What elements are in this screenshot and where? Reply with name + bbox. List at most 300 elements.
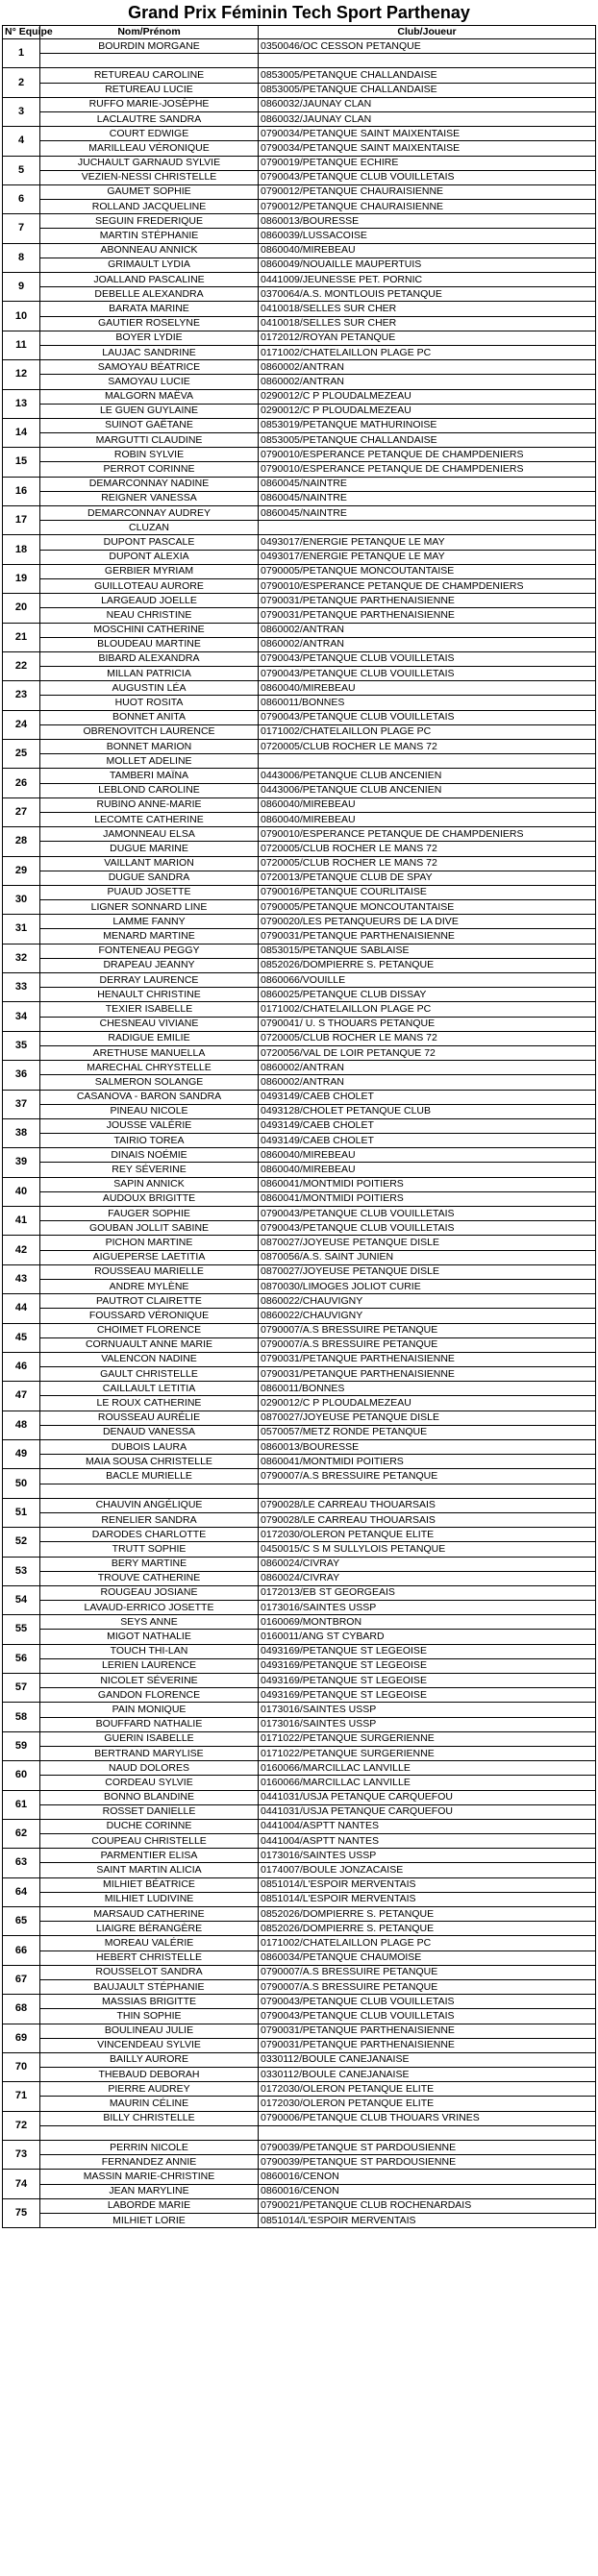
player-name: MILHIET LUDIVINE bbox=[40, 1892, 259, 1906]
player-club: 0870056/A.S. SAINT JUNIEN bbox=[259, 1250, 596, 1264]
team-number: 8 bbox=[3, 243, 40, 272]
player-club bbox=[259, 54, 596, 68]
table-row bbox=[3, 1484, 596, 1498]
player-club: 0493149/CAEB CHOLET bbox=[259, 1118, 596, 1133]
table-row bbox=[3, 375, 596, 389]
team-number: 43 bbox=[3, 1264, 40, 1293]
table-row bbox=[3, 243, 596, 258]
team-number: 4 bbox=[3, 127, 40, 156]
player-name: DEBELLE ALEXANDRA bbox=[40, 287, 259, 302]
player-club: 0172030/OLERON PETANQUE ELITE bbox=[259, 2082, 596, 2097]
player-club: 0790010/ESPERANCE PETANQUE DE CHAMPDENIERS bbox=[259, 827, 596, 842]
team-number: 33 bbox=[3, 973, 40, 1002]
player-name: LAUJAC SANDRINE bbox=[40, 345, 259, 359]
team-number: 49 bbox=[3, 1440, 40, 1469]
table-row bbox=[3, 827, 596, 842]
player-name: RUFFO MARIE-JOSÈPHE bbox=[40, 97, 259, 111]
table-row bbox=[3, 1804, 596, 1819]
player-name: ANDRE MYLÈNE bbox=[40, 1279, 259, 1293]
player-club: 0171002/CHATELAILLON PLAGE PC bbox=[259, 724, 596, 739]
player-club: 0443006/PETANQUE CLUB ANCENIEN bbox=[259, 769, 596, 783]
table-row bbox=[3, 667, 596, 681]
player-club: 0790007/A.S BRESSUIRE PETANQUE bbox=[259, 1979, 596, 1994]
table-row bbox=[3, 2198, 596, 2213]
player-name: JAMONNEAU ELSA bbox=[40, 827, 259, 842]
team-number: 25 bbox=[3, 740, 40, 769]
team-number: 61 bbox=[3, 1790, 40, 1819]
player-name: DARODES CHARLOTTE bbox=[40, 1528, 259, 1542]
player-club: 0790010/ESPERANCE PETANQUE DE CHAMPDENIERS bbox=[259, 578, 596, 593]
table-row bbox=[3, 1907, 596, 1922]
player-name: MOREAU VALÉRIE bbox=[40, 1936, 259, 1950]
player-name: GUILLOTEAU AURORE bbox=[40, 578, 259, 593]
player-club: 0172030/OLERON PETANQUE ELITE bbox=[259, 1528, 596, 1542]
table-row bbox=[3, 1396, 596, 1411]
player-club: 0790010/ESPERANCE PETANQUE DE CHAMPDENIERS bbox=[259, 448, 596, 462]
player-club: 0160066/MARCILLAC LANVILLE bbox=[259, 1761, 596, 1776]
player-club: 0790028/LE CARREAU THOUARSAIS bbox=[259, 1512, 596, 1527]
player-club: 0860032/JAUNAY CLAN bbox=[259, 97, 596, 111]
table-row bbox=[3, 1352, 596, 1366]
player-club: 0853015/PETANQUE SABLAISE bbox=[259, 944, 596, 958]
player-club: 0173016/SAINTES USSP bbox=[259, 1849, 596, 1863]
table-row bbox=[3, 1236, 596, 1250]
player-name: CAILLAULT LETITIA bbox=[40, 1382, 259, 1396]
table-row bbox=[3, 1717, 596, 1731]
player-name: ROUSSEAU AURÉLIE bbox=[40, 1411, 259, 1425]
table-row bbox=[3, 988, 596, 1002]
player-club: 0853005/PETANQUE CHALLANDAISE bbox=[259, 83, 596, 97]
table-row bbox=[3, 1557, 596, 1571]
table-row bbox=[3, 1455, 596, 1469]
player-name: LE GUEN GUYLAINE bbox=[40, 404, 259, 418]
table-row bbox=[3, 1819, 596, 1833]
player-club: 0493128/CHOLET PETANQUE CLUB bbox=[259, 1104, 596, 1118]
table-row bbox=[3, 1163, 596, 1177]
team-number: 14 bbox=[3, 418, 40, 447]
player-club: 0790016/PETANQUE COURLITAISE bbox=[259, 885, 596, 899]
player-club: 0790031/PETANQUE PARTHENAISIENNE bbox=[259, 608, 596, 623]
player-club: 0493149/CAEB CHOLET bbox=[259, 1134, 596, 1148]
player-name: MARECHAL CHRYSTELLE bbox=[40, 1061, 259, 1075]
player-club: 0860032/JAUNAY CLAN bbox=[259, 111, 596, 126]
player-name: PERRIN NICOLE bbox=[40, 2141, 259, 2155]
player-name: HUOT ROSITA bbox=[40, 696, 259, 710]
table-row bbox=[3, 1075, 596, 1090]
player-club: 0450015/C S M SULLYLOIS PETANQUE bbox=[259, 1542, 596, 1557]
team-number: 27 bbox=[3, 797, 40, 826]
player-club: 0853019/PETANQUE MATHURINOISE bbox=[259, 418, 596, 432]
team-number: 58 bbox=[3, 1703, 40, 1731]
table-row bbox=[3, 2155, 596, 2170]
player-club: 0171002/CHATELAILLON PLAGE PC bbox=[259, 1002, 596, 1017]
team-number: 56 bbox=[3, 1644, 40, 1673]
player-name: BLOUDEAU MARTINE bbox=[40, 637, 259, 651]
player-name: MILHIET BÉATRICE bbox=[40, 1877, 259, 1892]
player-club: 0790043/PETANQUE CLUB VOUILLETAIS bbox=[259, 1221, 596, 1236]
table-row bbox=[3, 170, 596, 184]
team-number: 7 bbox=[3, 214, 40, 243]
table-row bbox=[3, 68, 596, 83]
team-number: 23 bbox=[3, 681, 40, 710]
team-number: 71 bbox=[3, 2082, 40, 2111]
team-number: 15 bbox=[3, 448, 40, 477]
table-row bbox=[3, 83, 596, 97]
table-row bbox=[3, 2213, 596, 2227]
table-row bbox=[3, 783, 596, 797]
player-name: ARETHUSE MANUELLA bbox=[40, 1045, 259, 1060]
team-number: 18 bbox=[3, 535, 40, 564]
table-row bbox=[3, 345, 596, 359]
table-row bbox=[3, 521, 596, 535]
player-name: GAULT CHRISTELLE bbox=[40, 1367, 259, 1382]
player-club: 0290012/C P PLOUDALMEZEAU bbox=[259, 404, 596, 418]
header-team-number: N° Equipe bbox=[3, 26, 40, 39]
player-name: DUGUE MARINE bbox=[40, 842, 259, 856]
player-club: 0173016/SAINTES USSP bbox=[259, 1601, 596, 1615]
table-row bbox=[3, 1630, 596, 1644]
player-club: 0370064/A.S. MONTLOUIS PETANQUE bbox=[259, 287, 596, 302]
table-row bbox=[3, 812, 596, 826]
player-club: 0790034/PETANQUE SAINT MAIXENTAISE bbox=[259, 127, 596, 141]
table-row bbox=[3, 433, 596, 448]
player-club: 0790043/PETANQUE CLUB VOUILLETAIS bbox=[259, 651, 596, 666]
table-row bbox=[3, 1104, 596, 1118]
player-club: 0870027/JOYEUSE PETANQUE DISLE bbox=[259, 1236, 596, 1250]
table-row bbox=[3, 1061, 596, 1075]
player-name: DUGUE SANDRA bbox=[40, 871, 259, 885]
player-club: 0720056/VAL DE LOIR PETANQUE 72 bbox=[259, 1045, 596, 1060]
player-name: RUBINO ANNE-MARIE bbox=[40, 797, 259, 812]
player-name: RENELIER SANDRA bbox=[40, 1512, 259, 1527]
player-name: LABORDE MARIE bbox=[40, 2198, 259, 2213]
player-name: MIGOT NATHALIE bbox=[40, 1630, 259, 1644]
table-row bbox=[3, 871, 596, 885]
team-number: 65 bbox=[3, 1907, 40, 1936]
player-club: 0860002/ANTRAN bbox=[259, 360, 596, 375]
player-club: 0160011/ANG ST CYBARD bbox=[259, 1630, 596, 1644]
player-club: 0171002/CHATELAILLON PLAGE PC bbox=[259, 345, 596, 359]
table-row bbox=[3, 1703, 596, 1717]
player-club: 0790005/PETANQUE MONCOUTANTAISE bbox=[259, 900, 596, 915]
player-club: 0851014/L'ESPOIR MERVENTAIS bbox=[259, 1892, 596, 1906]
table-row bbox=[3, 1382, 596, 1396]
player-club: 0860002/ANTRAN bbox=[259, 375, 596, 389]
player-club bbox=[259, 754, 596, 769]
table-row bbox=[3, 929, 596, 944]
table-row bbox=[3, 1528, 596, 1542]
table-row bbox=[3, 1644, 596, 1658]
player-name: LE ROUX CATHERINE bbox=[40, 1396, 259, 1411]
table-row bbox=[3, 39, 596, 54]
player-club: 0860022/CHAUVIGNY bbox=[259, 1309, 596, 1323]
player-name: NICOLET SÉVERINE bbox=[40, 1674, 259, 1688]
player-club: 0790007/A.S BRESSUIRE PETANQUE bbox=[259, 1337, 596, 1352]
player-club: 0720005/CLUB ROCHER LE MANS 72 bbox=[259, 740, 596, 754]
table-row bbox=[3, 1615, 596, 1630]
table-row bbox=[3, 462, 596, 477]
player-club bbox=[259, 2125, 596, 2140]
player-name: TEXIER ISABELLE bbox=[40, 1002, 259, 1017]
team-number: 36 bbox=[3, 1061, 40, 1090]
player-name: REY SÉVERINE bbox=[40, 1163, 259, 1177]
player-name: THIN SOPHIE bbox=[40, 2009, 259, 2024]
player-name: MILHIET LORIE bbox=[40, 2213, 259, 2227]
team-number: 64 bbox=[3, 1877, 40, 1906]
player-club: 0860016/CENON bbox=[259, 2170, 596, 2184]
table-row bbox=[3, 1688, 596, 1703]
player-name: DUPONT PASCALE bbox=[40, 535, 259, 550]
player-name: GUERIN ISABELLE bbox=[40, 1731, 259, 1746]
player-name: BAUJAULT STÉPHANIE bbox=[40, 1979, 259, 1994]
player-name: SEYS ANNE bbox=[40, 1615, 259, 1630]
player-name: SAPIN ANNICK bbox=[40, 1177, 259, 1191]
player-name: LAMME FANNY bbox=[40, 915, 259, 929]
player-name bbox=[40, 54, 259, 68]
player-club: 0171022/PETANQUE SURGERIENNE bbox=[259, 1746, 596, 1760]
player-club: 0790043/PETANQUE CLUB VOUILLETAIS bbox=[259, 710, 596, 724]
player-club: 0441009/JEUNESSE PET. PORNIC bbox=[259, 273, 596, 287]
table-row bbox=[3, 2184, 596, 2198]
team-number: 13 bbox=[3, 389, 40, 418]
header-row bbox=[3, 26, 596, 39]
player-name: BARATA MARINE bbox=[40, 302, 259, 316]
player-club: 0790020/LES PETANQUEURS DE LA DIVE bbox=[259, 915, 596, 929]
player-name: ABONNEAU ANNICK bbox=[40, 243, 259, 258]
table-row bbox=[3, 229, 596, 243]
team-number: 40 bbox=[3, 1177, 40, 1206]
team-number: 60 bbox=[3, 1761, 40, 1790]
table-row bbox=[3, 1221, 596, 1236]
table-row bbox=[3, 54, 596, 68]
player-name: FERNANDEZ ANNIE bbox=[40, 2155, 259, 2170]
table-row bbox=[3, 111, 596, 126]
player-name: CHAUVIN ANGÉLIQUE bbox=[40, 1498, 259, 1512]
player-club: 0790005/PETANQUE MONCOUTANTAISE bbox=[259, 564, 596, 578]
table-row bbox=[3, 97, 596, 111]
table-row bbox=[3, 535, 596, 550]
player-name: AUGUSTIN LÉA bbox=[40, 681, 259, 696]
player-name: MARILLEAU VÉRONIQUE bbox=[40, 141, 259, 156]
player-club: 0173016/SAINTES USSP bbox=[259, 1703, 596, 1717]
player-club: 0790019/PETANQUE ECHIRE bbox=[259, 156, 596, 170]
player-name: LERIEN LAURENCE bbox=[40, 1658, 259, 1673]
player-name: BAILLY AURORE bbox=[40, 2052, 259, 2067]
table-row bbox=[3, 1571, 596, 1585]
team-number: 51 bbox=[3, 1498, 40, 1527]
player-club: 0860013/BOURESSE bbox=[259, 1440, 596, 1455]
player-club: 0860040/MIREBEAU bbox=[259, 681, 596, 696]
player-club: 0790039/PETANQUE ST PARDOUSIENNE bbox=[259, 2155, 596, 2170]
team-number: 9 bbox=[3, 273, 40, 302]
team-number: 21 bbox=[3, 623, 40, 651]
player-club: 0493169/PETANQUE ST LEGEOISE bbox=[259, 1688, 596, 1703]
table-row bbox=[3, 1250, 596, 1264]
player-club: 0443006/PETANQUE CLUB ANCENIEN bbox=[259, 783, 596, 797]
table-row bbox=[3, 1776, 596, 1790]
player-name: VINCENDEAU SYLVIE bbox=[40, 2038, 259, 2052]
table-row bbox=[3, 724, 596, 739]
player-club: 0790012/PETANQUE CHAURAISIENNE bbox=[259, 184, 596, 199]
team-number: 47 bbox=[3, 1382, 40, 1411]
header-name: Nom/Prénom bbox=[40, 26, 259, 39]
player-club: 0790043/PETANQUE CLUB VOUILLETAIS bbox=[259, 2009, 596, 2024]
table-row bbox=[3, 258, 596, 272]
table-row bbox=[3, 1367, 596, 1382]
player-name bbox=[40, 1484, 259, 1498]
player-name: MOLLET ADELINE bbox=[40, 754, 259, 769]
team-number: 42 bbox=[3, 1236, 40, 1264]
player-club: 0851014/L'ESPOIR MERVENTAIS bbox=[259, 1877, 596, 1892]
player-name: CORDEAU SYLVIE bbox=[40, 1776, 259, 1790]
team-number: 38 bbox=[3, 1118, 40, 1147]
table-row bbox=[3, 331, 596, 345]
table-row bbox=[3, 1761, 596, 1776]
team-number: 55 bbox=[3, 1615, 40, 1644]
player-name: MARTIN STÉPHANIE bbox=[40, 229, 259, 243]
table-row bbox=[3, 2082, 596, 2097]
table-row bbox=[3, 973, 596, 988]
player-club: 0860013/BOURESSE bbox=[259, 214, 596, 229]
player-club: 0720013/PETANQUE CLUB DE SPAY bbox=[259, 871, 596, 885]
table-row bbox=[3, 287, 596, 302]
player-club: 0790010/ESPERANCE PETANQUE DE CHAMPDENIERS bbox=[259, 462, 596, 477]
player-name: BACLE MURIELLE bbox=[40, 1469, 259, 1484]
player-club: 0852026/DOMPIERRE S. PETANQUE bbox=[259, 1922, 596, 1936]
player-club: 0860045/NAINTRE bbox=[259, 491, 596, 505]
player-name: SALMERON SOLANGE bbox=[40, 1075, 259, 1090]
team-number: 70 bbox=[3, 2052, 40, 2081]
player-club: 0790007/A.S BRESSUIRE PETANQUE bbox=[259, 1965, 596, 1979]
player-name: MAURIN CÉLINE bbox=[40, 2097, 259, 2111]
player-name: LAVAUD-ERRICO JOSETTE bbox=[40, 1601, 259, 1615]
player-name: PAUTROT CLAIRETTE bbox=[40, 1294, 259, 1309]
player-club: 0790031/PETANQUE PARTHENAISIENNE bbox=[259, 929, 596, 944]
player-name: FAUGER SOPHIE bbox=[40, 1207, 259, 1221]
player-name: OBRENOVITCH LAURENCE bbox=[40, 724, 259, 739]
player-name: VEZIEN-NESSI CHRISTELLE bbox=[40, 170, 259, 184]
team-number: 26 bbox=[3, 769, 40, 797]
player-club: 0570057/METZ RONDE PETANQUE bbox=[259, 1425, 596, 1439]
player-name: TAIRIO TOREA bbox=[40, 1134, 259, 1148]
team-number: 73 bbox=[3, 2141, 40, 2170]
team-number: 1 bbox=[3, 39, 40, 68]
table-row bbox=[3, 1834, 596, 1849]
player-name: TRUTT SOPHIE bbox=[40, 1542, 259, 1557]
player-name: PERROT CORINNE bbox=[40, 462, 259, 477]
player-club: 0493169/PETANQUE ST LEGEOISE bbox=[259, 1674, 596, 1688]
player-name: BONNET ANITA bbox=[40, 710, 259, 724]
table-row bbox=[3, 900, 596, 915]
table-row bbox=[3, 651, 596, 666]
player-name: BONNO BLANDINE bbox=[40, 1790, 259, 1804]
team-number: 46 bbox=[3, 1352, 40, 1381]
player-club: 0172030/OLERON PETANQUE ELITE bbox=[259, 2097, 596, 2111]
player-club: 0860041/MONTMIDI POITIERS bbox=[259, 1177, 596, 1191]
player-club: 0720005/CLUB ROCHER LE MANS 72 bbox=[259, 842, 596, 856]
table-row bbox=[3, 710, 596, 724]
player-club: 0851014/L'ESPOIR MERVENTAIS bbox=[259, 2213, 596, 2227]
player-club: 0172012/ROYAN PETANQUE bbox=[259, 331, 596, 345]
team-number: 10 bbox=[3, 302, 40, 331]
player-name: COURT EDWIGE bbox=[40, 127, 259, 141]
player-name: DEMARCONNAY NADINE bbox=[40, 477, 259, 491]
player-club: 0160066/MARCILLAC LANVILLE bbox=[259, 1776, 596, 1790]
player-club: 0790028/LE CARREAU THOUARSAIS bbox=[259, 1498, 596, 1512]
player-name: ROUSSEAU MARIELLE bbox=[40, 1264, 259, 1279]
table-row bbox=[3, 1892, 596, 1906]
player-club: 0493169/PETANQUE ST LEGEOISE bbox=[259, 1644, 596, 1658]
player-club: 0870030/LIMOGES JOLIOT CURIE bbox=[259, 1279, 596, 1293]
player-name: THEBAUD DEBORAH bbox=[40, 2068, 259, 2082]
player-name: BONNET MARION bbox=[40, 740, 259, 754]
player-name: CHOIMET FLORENCE bbox=[40, 1323, 259, 1337]
player-name: TOUCH THI-LAN bbox=[40, 1644, 259, 1658]
player-club: 0860016/CENON bbox=[259, 2184, 596, 2198]
team-number: 30 bbox=[3, 885, 40, 914]
player-club: 0860066/VOUILLE bbox=[259, 973, 596, 988]
table-row bbox=[3, 1922, 596, 1936]
table-row bbox=[3, 2170, 596, 2184]
player-name: MALGORN MAËVA bbox=[40, 389, 259, 404]
player-club: 0330112/BOULE CANEJANAISE bbox=[259, 2052, 596, 2067]
player-name: LECOMTE CATHERINE bbox=[40, 812, 259, 826]
player-club: 0860041/MONTMIDI POITIERS bbox=[259, 1455, 596, 1469]
player-name: LACLAUTRE SANDRA bbox=[40, 111, 259, 126]
player-club: 0860045/NAINTRE bbox=[259, 506, 596, 521]
team-number: 57 bbox=[3, 1674, 40, 1703]
team-number: 54 bbox=[3, 1585, 40, 1614]
player-club: 0493017/ENERGIE PETANQUE LE MAY bbox=[259, 535, 596, 550]
table-row bbox=[3, 550, 596, 564]
player-club: 0790034/PETANQUE SAINT MAIXENTAISE bbox=[259, 141, 596, 156]
table-row bbox=[3, 141, 596, 156]
table-row bbox=[3, 1309, 596, 1323]
table-row bbox=[3, 2052, 596, 2067]
player-name: MAIA SOUSA CHRISTELLE bbox=[40, 1455, 259, 1469]
player-name: RADIGUE EMILIE bbox=[40, 1031, 259, 1045]
player-club: 0173016/SAINTES USSP bbox=[259, 1717, 596, 1731]
player-name: MOSCHINI CATHERINE bbox=[40, 623, 259, 637]
player-name: FONTENEAU PEGGY bbox=[40, 944, 259, 958]
table-row bbox=[3, 1498, 596, 1512]
player-club: 0790041/ U. S THOUARS PETANQUE bbox=[259, 1017, 596, 1031]
table-row bbox=[3, 1512, 596, 1527]
player-club: 0860040/MIREBEAU bbox=[259, 1163, 596, 1177]
team-number: 41 bbox=[3, 1207, 40, 1236]
player-name: RETUREAU CAROLINE bbox=[40, 68, 259, 83]
table-row bbox=[3, 1337, 596, 1352]
player-name: DRAPEAU JEANNY bbox=[40, 958, 259, 972]
teams-table bbox=[2, 25, 596, 2228]
table-row bbox=[3, 696, 596, 710]
player-club: 0860045/NAINTRE bbox=[259, 477, 596, 491]
team-number: 53 bbox=[3, 1557, 40, 1585]
player-name: JOUSSE VALÉRIE bbox=[40, 1118, 259, 1133]
table-row bbox=[3, 623, 596, 637]
player-name: CLUZAN bbox=[40, 521, 259, 535]
player-name: PAIN MONIQUE bbox=[40, 1703, 259, 1717]
table-row bbox=[3, 564, 596, 578]
player-club: 0290012/C P PLOUDALMEZEAU bbox=[259, 1396, 596, 1411]
player-club: 0790043/PETANQUE CLUB VOUILLETAIS bbox=[259, 170, 596, 184]
team-number: 45 bbox=[3, 1323, 40, 1352]
table-row bbox=[3, 944, 596, 958]
table-row bbox=[3, 1191, 596, 1206]
player-club bbox=[259, 1484, 596, 1498]
player-club: 0860024/CIVRAY bbox=[259, 1557, 596, 1571]
table-row bbox=[3, 842, 596, 856]
